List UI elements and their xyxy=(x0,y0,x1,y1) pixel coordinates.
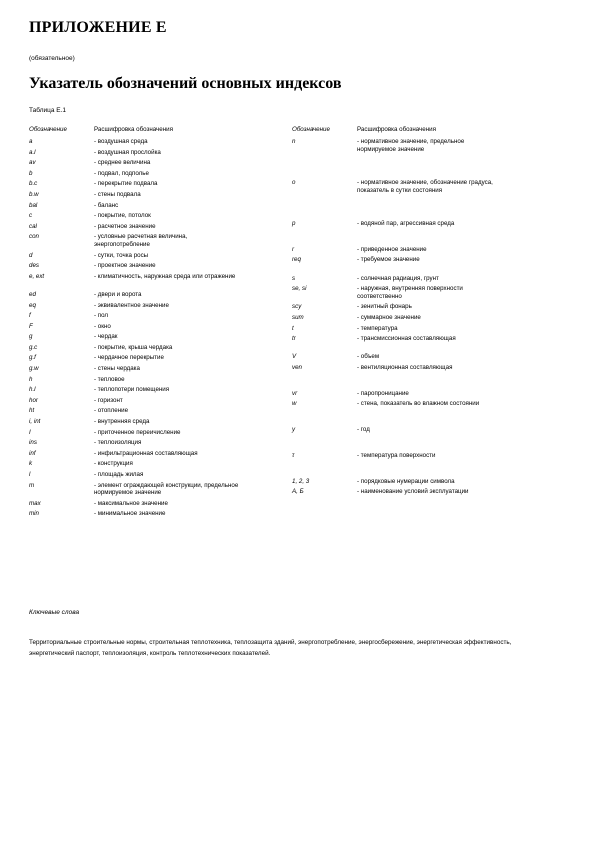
table-row xyxy=(292,285,568,303)
meaning-cell: - трансмиссионная составляющая xyxy=(357,335,456,343)
table-row xyxy=(29,291,291,302)
appendix-title: ПРИЛОЖЕНИЕ Е xyxy=(29,19,167,36)
symbol-cell: А, Б xyxy=(292,488,304,496)
table-row xyxy=(29,333,291,344)
meaning-cell: - суммарное значение xyxy=(357,313,421,321)
table-row xyxy=(29,500,291,511)
table-row xyxy=(29,397,291,408)
symbol-cell: min xyxy=(29,510,39,518)
table-row xyxy=(29,312,291,323)
meaning-cell: - пол xyxy=(94,312,109,320)
table-row xyxy=(29,302,291,313)
table-row xyxy=(29,386,291,397)
table-row xyxy=(29,323,291,334)
meaning-cell: - перекрытие подвала xyxy=(94,180,158,188)
table-row xyxy=(292,364,568,390)
table-row xyxy=(29,365,291,376)
symbol-cell: t xyxy=(292,324,294,332)
meaning-cell: - требуемое значение xyxy=(357,256,420,264)
meaning-cell: - площадь жилая xyxy=(94,471,144,478)
meaning-cell: - приточенное переичисление xyxy=(94,428,181,436)
table-row xyxy=(292,220,568,246)
symbol-cell: r xyxy=(292,245,295,253)
table-row xyxy=(29,471,291,482)
header-symbol: Обозначение xyxy=(29,126,67,133)
symbol-cell: con xyxy=(29,233,39,241)
table-row xyxy=(29,510,291,521)
table-row xyxy=(292,452,568,478)
symbol-cell: i, int xyxy=(29,418,41,426)
symbol-cell: ed xyxy=(29,290,36,298)
table-row xyxy=(29,460,291,471)
meaning-cell: - зенитный фонарь xyxy=(357,303,412,311)
symbol-cell: a.l xyxy=(29,148,36,156)
table-row xyxy=(292,325,568,336)
symbol-cell: c xyxy=(29,212,33,220)
table-header xyxy=(292,126,568,138)
appendix-note: (обязательное) xyxy=(29,55,75,62)
symbol-cell: sum xyxy=(292,313,304,321)
symbol-cell: bal xyxy=(29,201,38,209)
table-row xyxy=(292,314,568,325)
symbols-table-left xyxy=(29,126,291,521)
symbol-cell: max xyxy=(29,499,41,507)
symbol-cell: b xyxy=(29,169,33,177)
header-meaning: Расшифровка обозначения xyxy=(357,126,436,133)
table-row xyxy=(292,303,568,314)
meaning-cell: - расчетное значение xyxy=(94,222,156,230)
meaning-cell: - двери и ворота xyxy=(94,290,142,298)
meaning-cell: - покрытие, потолок xyxy=(94,212,151,220)
table-row xyxy=(29,191,291,202)
symbol-cell: y xyxy=(292,426,296,434)
meaning-cell: - солнечная радиация, грунт xyxy=(357,274,439,282)
meaning-cell: - порядковые нумерации символа xyxy=(357,477,455,485)
meaning-cell: - наименование условий эксплуатации xyxy=(357,488,469,496)
meaning-cell: - стены подвала xyxy=(94,190,141,198)
table-row xyxy=(29,252,291,263)
meaning-cell: - среднее величина xyxy=(94,159,151,167)
table-row xyxy=(29,202,291,213)
table-row xyxy=(292,478,568,489)
meaning-cell: - наружная, внутренняя поверхности соответственно xyxy=(357,285,463,300)
table-row xyxy=(292,353,568,364)
meaning-cell: - водяной пар, агрессивная среда xyxy=(357,220,455,227)
meaning-cell: - условные расчетная величина, энергопотребление xyxy=(94,233,188,248)
table-row xyxy=(29,429,291,440)
table-row xyxy=(292,488,568,499)
symbol-cell: τ xyxy=(292,451,295,459)
table-body xyxy=(292,138,568,499)
meaning-cell: - инфильтрационная составляющая xyxy=(94,449,198,457)
symbol-cell: g.w xyxy=(29,365,39,373)
symbol-cell: ins xyxy=(29,439,37,447)
table-row xyxy=(29,450,291,461)
table-row xyxy=(29,273,291,291)
table-header xyxy=(29,126,291,138)
symbol-cell: se, si xyxy=(292,285,307,293)
symbol-cell: des xyxy=(29,262,39,270)
meaning-cell: - внутренняя среда xyxy=(94,418,150,426)
symbol-cell: s xyxy=(292,274,296,282)
table-row xyxy=(29,407,291,418)
header-meaning: Расшифровка обозначения xyxy=(94,126,173,133)
symbol-cell: d xyxy=(29,251,33,259)
table-row xyxy=(29,262,291,273)
symbol-cell: inf xyxy=(29,449,36,457)
meaning-cell: - эквивалентное значение xyxy=(94,301,169,309)
meaning-cell: - воздушная прослойка xyxy=(94,148,161,156)
meaning-cell: - теплоизоляция xyxy=(94,439,142,447)
meaning-cell: - температура поверхности xyxy=(357,451,436,459)
symbol-cell: f xyxy=(29,312,31,320)
table-row xyxy=(292,426,568,452)
meaning-cell: - баланс xyxy=(94,201,119,209)
meaning-cell: - климатичность, наружная среда или отражение xyxy=(94,272,236,280)
symbol-cell: o xyxy=(292,179,296,186)
table-row xyxy=(292,256,568,274)
meaning-cell: - тепловое xyxy=(94,375,125,383)
meaning-cell: - чердачное перекрытие xyxy=(94,354,164,362)
table-row xyxy=(292,179,568,220)
symbol-cell: k xyxy=(29,460,33,468)
page-title: Указатель обозначений основных индексов xyxy=(29,75,342,92)
meaning-cell: - покрытие, крыша чердака xyxy=(94,343,173,351)
symbol-cell: b.c xyxy=(29,180,38,188)
symbol-cell: av xyxy=(29,159,36,167)
symbol-cell: l xyxy=(29,471,31,478)
meaning-cell: - максимальное значение xyxy=(94,499,168,507)
meaning-cell: - нормативное значение, предельное нормируемое значение xyxy=(357,138,465,153)
meaning-cell: - элемент ограждающей конструкции, предельное нормируемое значение xyxy=(94,481,239,497)
symbol-cell: p xyxy=(292,220,296,227)
table-row xyxy=(292,335,568,353)
meaning-cell: - вентиляционная составляющая xyxy=(357,363,453,371)
header-symbol: Обозначение xyxy=(292,126,330,133)
table-row xyxy=(29,354,291,365)
symbol-cell: tr xyxy=(292,335,296,343)
symbol-cell: w xyxy=(292,400,297,408)
meaning-cell: - год xyxy=(357,426,370,434)
meaning-cell: - температура xyxy=(357,324,398,332)
symbol-cell: hor xyxy=(29,396,38,404)
symbol-cell: b.w xyxy=(29,190,39,198)
meaning-cell: - паропроницание xyxy=(357,389,409,397)
meaning-cell: - проектное значение xyxy=(94,262,156,270)
table-row xyxy=(29,376,291,387)
table-row xyxy=(292,400,568,426)
keywords-label: Ключевые слова xyxy=(29,609,80,616)
table-row xyxy=(29,138,291,149)
symbol-cell: a xyxy=(29,138,33,145)
table-row xyxy=(29,439,291,450)
table-row xyxy=(29,149,291,160)
symbol-cell: scy xyxy=(292,303,302,311)
table-row xyxy=(29,418,291,429)
table-row xyxy=(29,344,291,355)
symbol-cell: n xyxy=(292,138,296,145)
symbol-cell: req xyxy=(292,256,301,264)
symbol-cell: h.l xyxy=(29,386,36,394)
table-row xyxy=(292,138,568,179)
meaning-cell: - горизонт xyxy=(94,396,123,404)
table-body xyxy=(29,138,291,521)
symbol-cell: ven xyxy=(292,363,302,371)
meaning-cell: - конструкция xyxy=(94,460,133,468)
meaning-cell: - окно xyxy=(94,322,111,330)
meaning-cell: - приведенное значение xyxy=(357,245,427,253)
symbol-cell: V xyxy=(292,353,297,361)
meaning-cell: - сутки, точка росы xyxy=(94,251,149,259)
table-row xyxy=(29,223,291,234)
symbol-cell: 1, 2, 3 xyxy=(292,477,310,485)
symbol-cell: F xyxy=(29,322,33,330)
symbol-cell: e, ext xyxy=(29,272,45,280)
meaning-cell: - теплопотери помещения xyxy=(94,386,170,394)
symbol-cell: h xyxy=(29,375,33,383)
table-caption: Таблица Е.1 xyxy=(29,107,67,114)
meaning-cell: - минимальное значение xyxy=(94,510,166,518)
keywords-text: Территориальные строительные нормы, строительная теплотехника, теплозащита зданий, энергопотребление, энергосбережение, энергетическая эффективность, энергетический паспорт, теплоизоляция, контроль теплотехнических показателей. xyxy=(29,639,512,657)
table-row xyxy=(292,246,568,257)
meaning-cell: - отопление xyxy=(94,407,129,415)
meaning-cell: - стены чердака xyxy=(94,365,140,373)
symbol-cell: I xyxy=(29,428,31,436)
symbol-cell: ht xyxy=(29,407,35,415)
symbol-cell: m xyxy=(29,481,35,489)
symbols-table-right xyxy=(292,126,568,499)
meaning-cell: - воздушная среда xyxy=(94,138,148,145)
symbol-cell: g xyxy=(29,333,33,341)
meaning-cell: - объем xyxy=(357,353,380,361)
table-row xyxy=(29,170,291,181)
symbol-cell: g.f xyxy=(29,354,36,362)
table-row xyxy=(29,159,291,170)
meaning-cell: - чердак xyxy=(94,333,118,341)
meaning-cell: - стена, показатель во влажном состоянии xyxy=(357,400,480,408)
table-row xyxy=(29,482,291,500)
table-row xyxy=(29,212,291,223)
symbol-cell: eq xyxy=(29,301,36,309)
meaning-cell: - нормативное значение, обозначение градуса, показатель в сутки состояния xyxy=(357,179,493,194)
table-row xyxy=(292,390,568,401)
table-row xyxy=(29,233,291,251)
table-row xyxy=(292,275,568,286)
symbol-cell: g.c xyxy=(29,343,38,351)
symbol-cell: vr xyxy=(292,389,298,397)
table-row xyxy=(29,180,291,191)
meaning-cell: - подвал, подполье xyxy=(94,169,149,177)
symbol-cell: cal xyxy=(29,222,37,230)
